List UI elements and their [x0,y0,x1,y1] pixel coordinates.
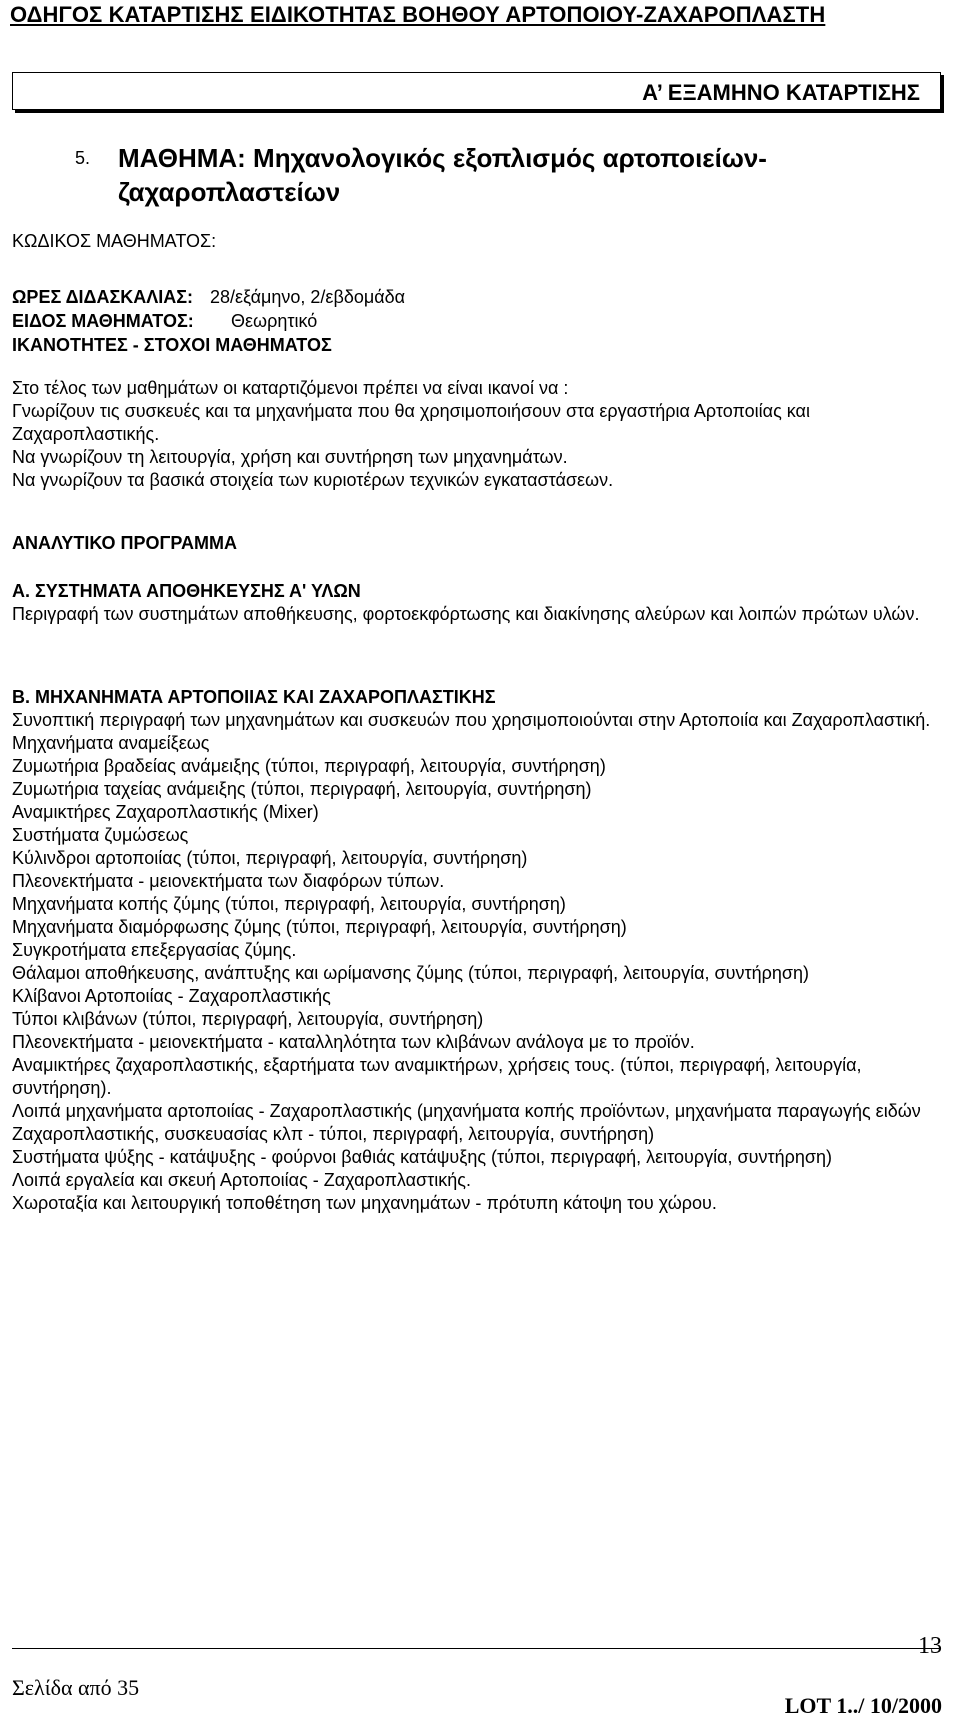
lesson-title: ΜΑΘΗΜΑ: Μηχανολογικός εξοπλισμός αρτοποιείων-ζαχαροπλαστείων [118,143,767,207]
section-b-line: Κλίβανοι Αρτοποιίας - Ζαχαροπλαστικής [12,986,331,1006]
course-code-label: ΚΩΔΙΚΟΣ ΜΑΘΗΜΑΤΟΣ: [12,231,217,251]
lot-label: LOT 1../ 10/2000 [784,1693,942,1718]
section-b-line: Ζυμωτήρια βραδείας ανάμειξης (τύποι, περιγραφή, λειτουργία, συντήρηση) [12,756,606,776]
footer-divider [12,1648,941,1649]
section-b-line: Κύλινδροι αρτοποιίας (τύποι, περιγραφή, λειτουργία, συντήρηση) [12,848,528,868]
section-b-line: Λοιπά εργαλεία και σκευή Αρτοποιίας - Ζαχαροπλαστικής. [12,1170,471,1190]
course-type-label: ΕΙΔΟΣ ΜΑΘΗΜΑΤΟΣ: [12,311,194,331]
section-b-line: Μηχανήματα κοπής ζύμης (τύποι, περιγραφή, λειτουργία, συντήρηση) [12,894,566,914]
lesson-number: 5. [75,148,91,168]
section-a-heading: Α. ΣΥΣΤΗΜΑΤΑ ΑΠΟΘΗΚΕΥΣΗΣ Α' ΥΛΩΝ [12,581,361,601]
teaching-hours-label: ΩΡΕΣ ΔΙΔΑΣΚΑΛΙΑΣ: [12,287,194,307]
section-a-text: Περιγραφή των συστημάτων αποθήκευσης, φορτοεκφόρτωσης και διακίνησης αλεύρων και λοιπών πρώτων υλών. [12,604,920,624]
page-number: 13 [918,1633,942,1659]
program-heading: ΑΝΑΛΥΤΙΚΟ ΠΡΟΓΡΑΜΜΑ [12,533,238,553]
section-b-line: Αναμικτήρες ζαχαροπλαστικής, εξαρτήματα των αναμικτήρων, χρήσεις τους. (τύποι, περιγραφή, λειτουργία, συντήρηση). [12,1055,862,1098]
section-b-line: Λοιπά μηχανήματα αρτοποιίας - Ζαχαροπλαστικής (μηχανήματα κοπής προϊόντων, μηχανήματα παραγωγής ειδών Ζαχαροπλαστικής, συσκευασίας κλπ - τύποι, περιγραφή, λειτουργία, συντήρηση) [12,1101,921,1144]
section-b-line: Συστήματα ζυμώσεως [12,825,189,845]
section-b-line: Θάλαμοι αποθήκευσης, ανάπτυξης και ωρίμανσης ζύμης (τύποι, περιγραφή, λειτουργία, συντήρηση) [12,963,809,983]
section-b-line: Συστήματα ψύξης - κατάψυξης - φούρνοι βαθιάς κατάψυξης (τύποι, περιγραφή, λειτουργία, συντήρηση) [12,1147,832,1167]
section-b-line: Μηχανήματα αναμείξεως [12,733,210,753]
objectives-block [12,377,937,492]
section-b-line: Μηχανήματα διαμόρφωσης ζύμης (τύποι, περιγραφή, λειτουργία, συντήρηση) [12,917,627,937]
objective-item: Να γνωρίζουν τη λειτουργία, χρήση και συντήρηση των μηχανημάτων. [12,447,568,467]
section-b-line: Ζυμωτήρια ταχείας ανάμειξης (τύποι, περιγραφή, λειτουργία, συντήρηση) [12,779,592,799]
section-b-line: Χωροταξία και λειτουργική τοποθέτηση των μηχανημάτων - πρότυπη κάτοψη του χώρου. [12,1193,717,1213]
objectives-intro: Στο τέλος των μαθημάτων οι καταρτιζόμενοι πρέπει να είναι ικανοί να : [12,378,569,398]
section-b-line: Τύποι κλιβάνων (τύποι, περιγραφή, λειτουργία, συντήρηση) [12,1009,484,1029]
section-b-line: Συγκροτήματα επεξεργασίας ζύμης. [12,940,297,960]
section-b-line: Συνοπτική περιγραφή των μηχανημάτων και συσκευών που χρησιμοποιούνται στην Αρτοποιία και Ζαχαροπλαστική. [12,710,931,730]
page-of-label: Σελίδα από 35 [12,1675,140,1700]
course-type-value: Θεωρητικό [231,311,318,331]
section-b-line: Πλεονεκτήματα - μειονεκτήματα - καταλληλότητα των κλιβάνων ανάλογα με το προϊόν. [12,1032,695,1052]
section-a [12,580,937,626]
semester-box [12,72,941,110]
objective-item: Να γνωρίζουν τα βασικά στοιχεία των κυριοτέρων τεχνικών εγκαταστάσεων. [12,470,614,490]
section-b-line: Πλεονεκτήματα - μειονεκτήματα των διαφόρων τύπων. [12,871,445,891]
section-b-heading: Β. ΜΗΧΑΝΗΜΑΤΑ ΑΡΤΟΠΟΙΙΑΣ ΚΑΙ ΖΑΧΑΡΟΠΛΑΣΤΙΚΗΣ [12,687,496,707]
teaching-hours-value: 28/εξάμηνο, 2/εβδομάδα [210,287,406,307]
section-b [12,686,937,1215]
section-b-line: Αναμικτήρες Ζαχαροπλαστικής (Mixer) [12,802,319,822]
objectives-heading: ΙΚΑΝΟΤΗΤΕΣ - ΣΤΟΧΟΙ ΜΑΘΗΜΑΤΟΣ [12,335,332,355]
objective-item: Γνωρίζουν τις συσκευές και τα μηχανήματα που θα χρησιμοποιήσουν στα εργαστήρια Αρτοποιίας και Ζαχαροπλαστικής. [12,401,810,444]
document-header-title: ΟΔΗΓΟΣ ΚΑΤΑΡΤΙΣΗΣ ΕΙΔΙΚΟΤΗΤΑΣ ΒΟΗΘΟΥ ΑΡΤΟΠΟΙΟΥ-ΖΑΧΑΡΟΠΛΑΣΤΗ [10,2,826,27]
semester-label: Α’ ΕΞΑΜΗΝΟ ΚΑΤΑΡΤΙΣΗΣ [642,80,920,105]
